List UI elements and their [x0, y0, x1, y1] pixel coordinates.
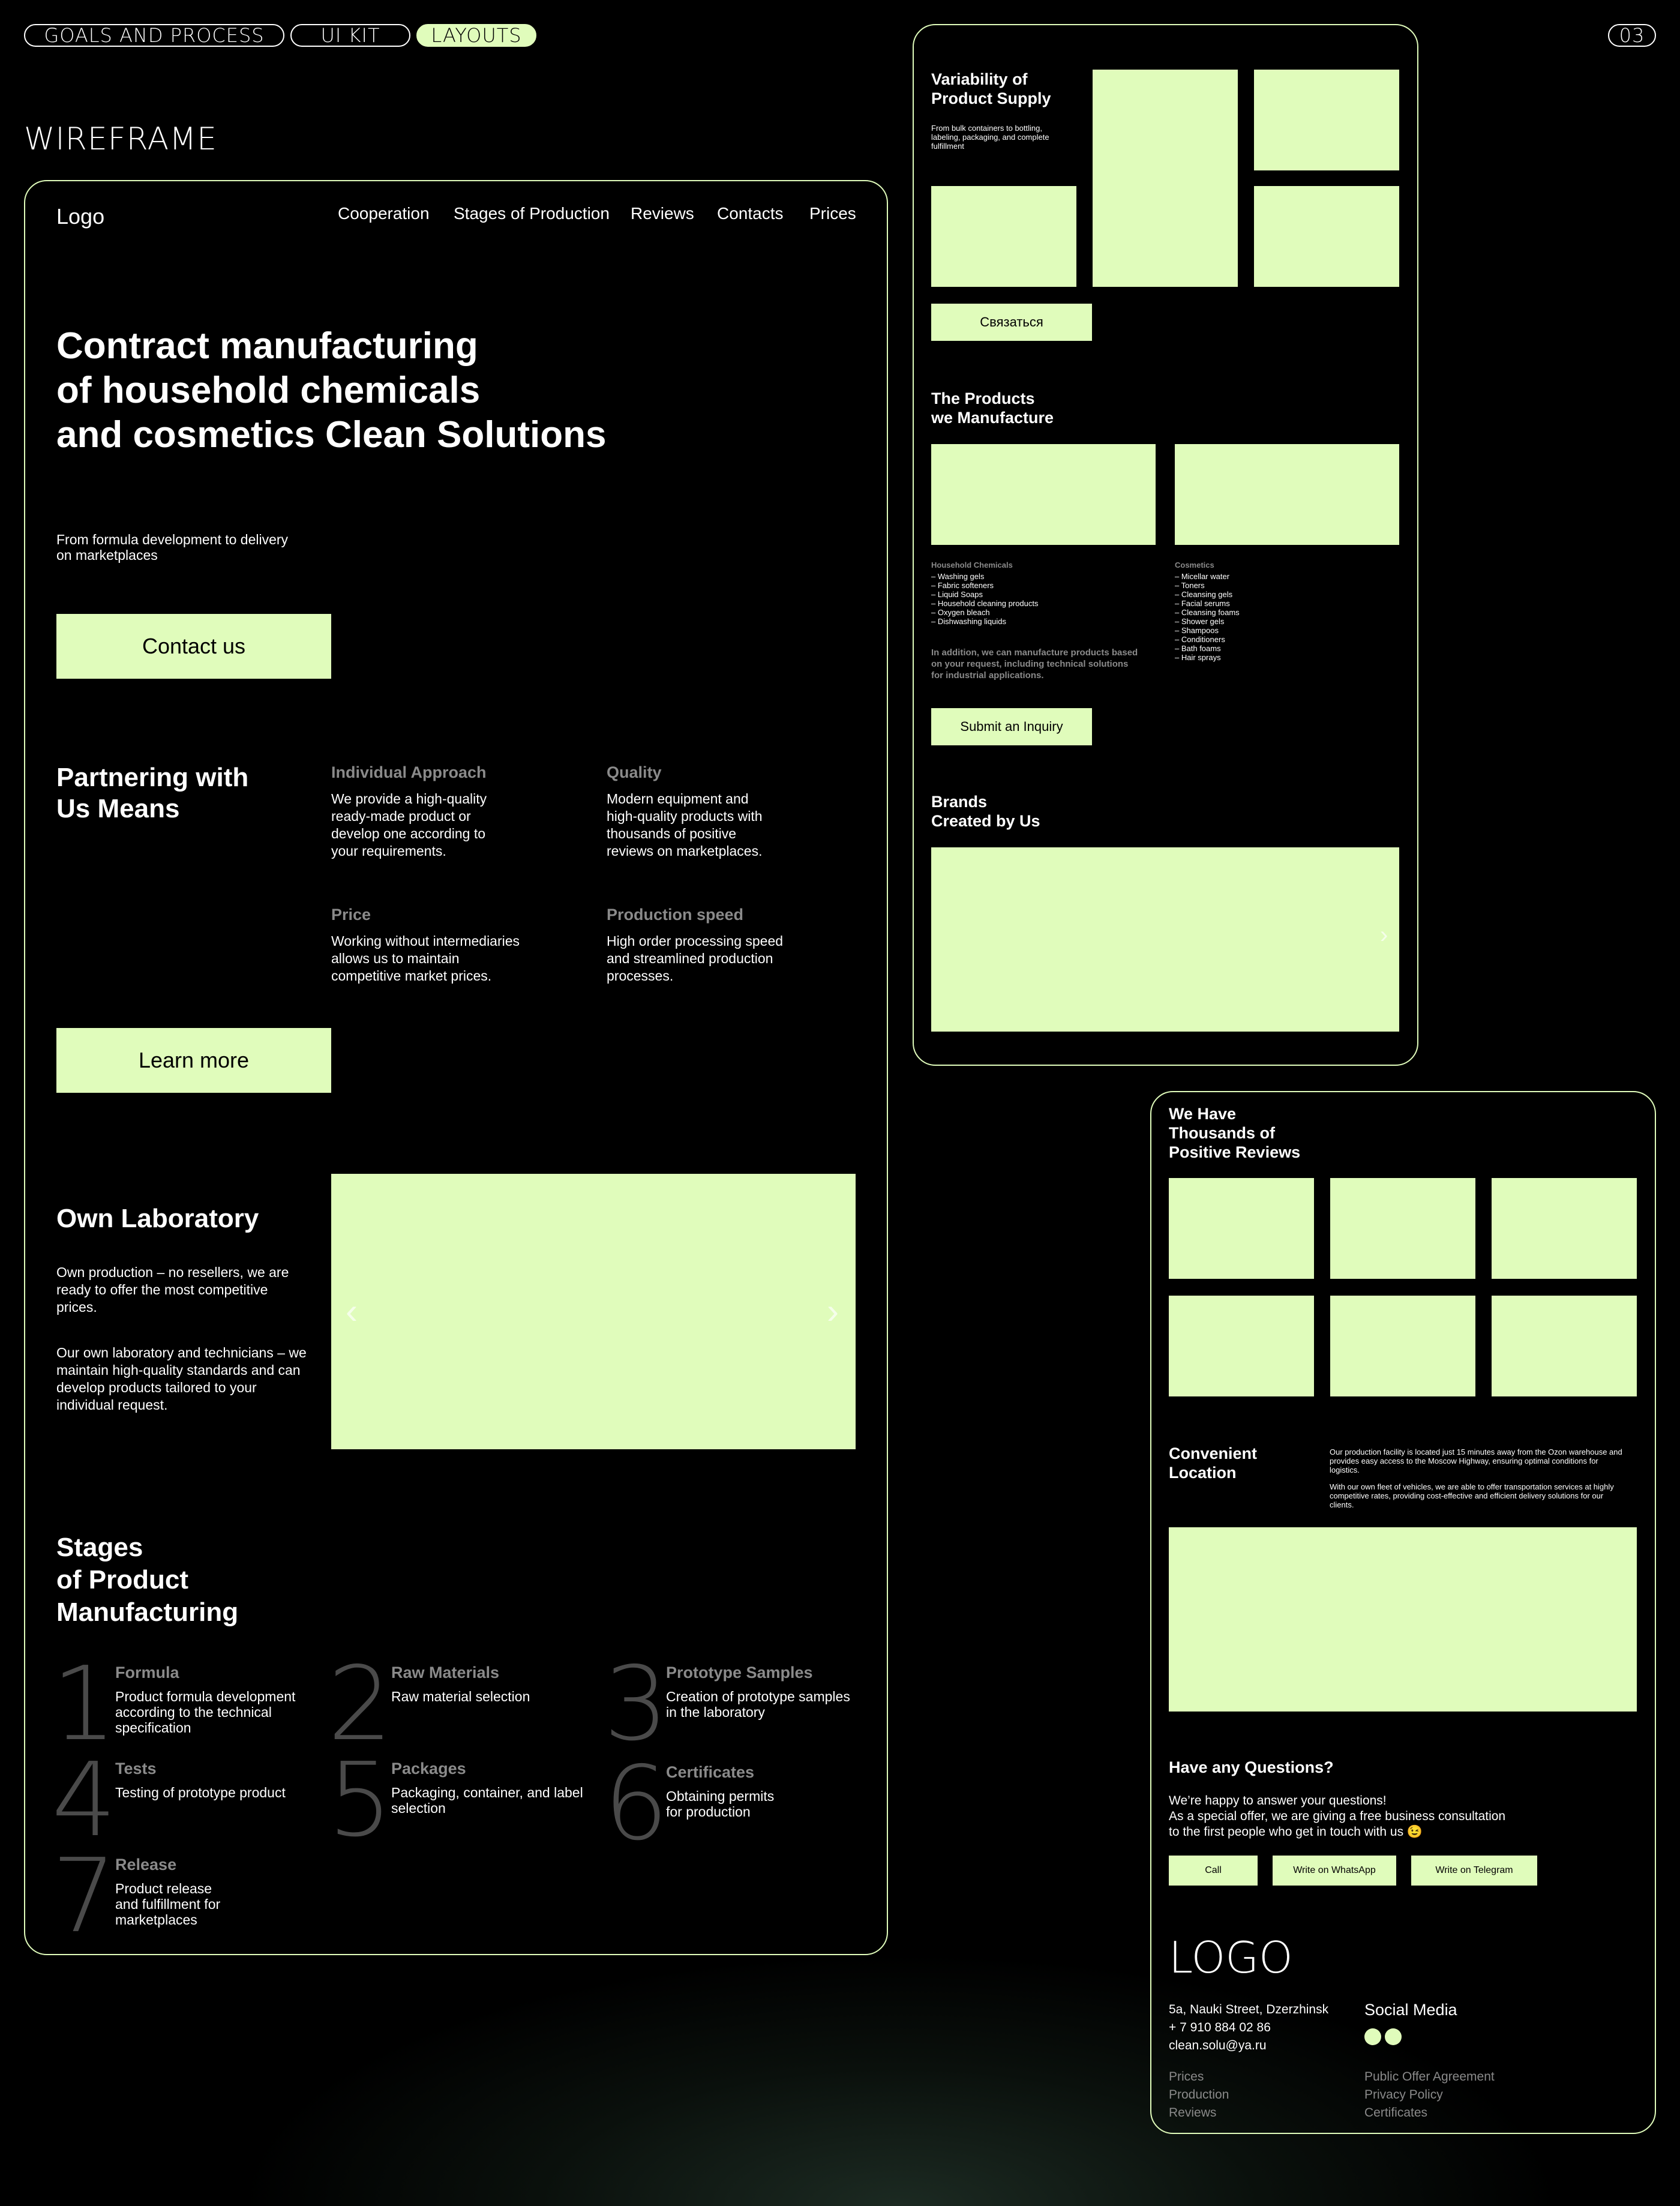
hero-subtitle: From formula development to delivery on marketplaces [56, 532, 289, 563]
stage-number: 4 [52, 1741, 117, 1860]
stage-number: 2 [328, 1645, 393, 1764]
location-paragraph-1: Our production facility is located just 15 minutes away from the Ozon warehouse and provides easy access to the Moscow Highway, ensuring optimal conditions for logistics. [1330, 1447, 1622, 1474]
footer-phone[interactable]: + 7 910 884 02 86 [1169, 2021, 1271, 2034]
location-title: Convenient Location [1169, 1444, 1258, 1482]
tab-layouts[interactable]: LAYOUTS [416, 24, 536, 47]
slider-prev-arrow-icon[interactable]: ‹ [346, 1291, 358, 1331]
stage-title: Packages [391, 1760, 466, 1778]
stage-title: Certificates [666, 1763, 755, 1781]
whatsapp-button[interactable]: Write on WhatsApp [1273, 1856, 1396, 1886]
footer-links-left [1169, 2068, 1229, 2122]
laboratory-title: Own Laboratory [56, 1204, 259, 1233]
brands-slider [931, 847, 1399, 1032]
household-chemicals-image [931, 444, 1156, 545]
footer-email[interactable]: clean.solu@ya.ru [1169, 2039, 1267, 2052]
household-chemicals-list: Household Chemicals – Washing gels – Fabric softeners – Liquid Soaps – Household cleaning products – Oxygen bleach – Dishwashing liquids [931, 561, 1039, 626]
stage-description: Testing of prototype product [115, 1785, 286, 1800]
stage-description: Product release and fulfillment for marketplaces [115, 1881, 221, 1928]
benefit-production-speed: Production speed High order processing speed and streamlined production processes. [607, 906, 784, 984]
footer-link-privacy-policy[interactable]: Privacy Policy [1364, 2088, 1443, 2102]
stage-number: 5 [328, 1741, 393, 1860]
review-card [1169, 1178, 1314, 1279]
footer-link-prices[interactable]: Prices [1169, 2070, 1204, 2084]
logo[interactable]: Logo [56, 204, 105, 229]
learn-more-button[interactable]: Learn more [56, 1028, 331, 1093]
tab-ui-kit[interactable]: UI KIT [290, 24, 410, 47]
reviews-title: We Have Thousands of Positive Reviews [1169, 1105, 1301, 1161]
telegram-button[interactable]: Write on Telegram [1411, 1856, 1537, 1886]
review-card [1169, 1296, 1314, 1396]
stage-description: Obtaining permits for production [666, 1788, 775, 1820]
stage-number: 7 [52, 1837, 117, 1956]
benefit-quality: Quality Modern equipment and high-quality products with thousands of positive reviews on marketplaces. [607, 763, 763, 859]
social-icon[interactable] [1385, 2028, 1402, 2045]
questions-title: Have any Questions? [1169, 1758, 1334, 1776]
review-card [1330, 1296, 1475, 1396]
section-title: WIREFRAME [24, 121, 217, 157]
stage-description: Packaging, container, and label selection [391, 1785, 583, 1816]
stage-description: Creation of prototype samples in the laboratory [666, 1689, 850, 1720]
laboratory-paragraph-2: Our own laboratory and technicians – we maintain high-quality standards and can develop products tailored to your individual request. [56, 1345, 307, 1413]
social-media-title: Social Media [1364, 2001, 1457, 2019]
stage-number: 1 [52, 1645, 117, 1764]
nav-contacts[interactable]: Contacts [717, 204, 784, 223]
benefit-individual-approach: Individual Approach We provide a high-quality ready-made product or develop one according to your requirements. [331, 763, 487, 859]
footer-link-public-offer[interactable]: Public Offer Agreement [1364, 2070, 1495, 2084]
footer-links-right [1364, 2068, 1495, 2122]
stage-number: 6 [604, 1745, 669, 1863]
laboratory-image-slider [331, 1174, 856, 1449]
location-map [1169, 1527, 1637, 1712]
nav-reviews[interactable]: Reviews [631, 204, 694, 223]
page-number: 03 [1608, 24, 1656, 47]
footer-logo[interactable]: LOGO [1169, 1932, 1293, 1983]
tab-goals-and-process[interactable]: GOALS AND PROCESS [24, 24, 284, 47]
laboratory-paragraph-1: Own production – no resellers, we are ready to offer the most competitive prices. [56, 1264, 289, 1315]
contact-button[interactable]: Связаться [931, 304, 1092, 341]
slider-next-arrow-icon[interactable]: › [827, 1291, 839, 1331]
nav-cooperation[interactable]: Cooperation [338, 204, 430, 223]
variability-title: Variability of Product Supply [931, 70, 1051, 107]
review-card [1492, 1178, 1637, 1279]
location-paragraph-2: With our own fleet of vehicles, we are able to offer transportation services at highly competitive rates, providing cost-effective and efficient delivery solutions for our clients. [1330, 1482, 1614, 1509]
footer-link-certificates[interactable]: Certificates [1364, 2106, 1428, 2120]
variability-description: From bulk containers to bottling, labeling, packaging, and complete fulfillment [931, 124, 1049, 151]
products-note: In addition, we can manufacture products based on your request, including technical solutions for industrial applications. [931, 648, 1138, 681]
partnering-title: Partnering with Us Means [56, 763, 249, 823]
supply-image [1254, 70, 1399, 170]
questions-text: We’re happy to answer your questions! As a special offer, we are giving a free business consultation to the first people who get in touch with us 😉 [1169, 1794, 1506, 1839]
hero-title: Contract manufacturing of household chemicals and cosmetics Clean Solutions [56, 325, 607, 455]
review-card [1492, 1296, 1637, 1396]
footer-address: 5a, Nauki Street, Dzerzhinsk [1169, 2003, 1329, 2016]
nav-prices[interactable]: Prices [809, 204, 856, 223]
stage-description: Product formula development according to the technical specification [115, 1689, 296, 1736]
cosmetics-image [1175, 444, 1399, 545]
stage-title: Raw Materials [391, 1664, 500, 1682]
supply-image [931, 186, 1076, 287]
brands-next-arrow-icon[interactable]: › [1380, 922, 1388, 948]
benefit-price: Price Working without intermediaries allows us to maintain competitive market prices. [331, 906, 520, 984]
social-icon[interactable] [1364, 2028, 1381, 2045]
supply-image-tall [1093, 70, 1238, 287]
supply-image [1254, 186, 1399, 287]
cosmetics-list: Cosmetics – Micellar water – Toners – Cleansing gels – Facial serums – Cleansing foams – Shower gels – Shampoos – Conditioners – Bath foams – Hair sprays [1175, 561, 1240, 662]
stage-description: Raw material selection [391, 1689, 530, 1704]
stage-title: Tests [115, 1760, 157, 1778]
call-button[interactable]: Call [1169, 1856, 1258, 1886]
footer-link-production[interactable]: Production [1169, 2088, 1229, 2102]
stages-title: Stages of Product Manufacturing [56, 1533, 239, 1627]
stage-title: Formula [115, 1664, 179, 1682]
stage-number: 3 [604, 1645, 669, 1764]
contact-us-button[interactable]: Contact us [56, 614, 331, 679]
products-title: The Products we Manufacture [931, 389, 1054, 427]
submit-inquiry-button[interactable]: Submit an Inquiry [931, 708, 1092, 745]
footer-contacts [1169, 2001, 1328, 2055]
footer-link-reviews[interactable]: Reviews [1169, 2106, 1217, 2120]
nav-stages-of-production[interactable]: Stages of Production [454, 204, 610, 223]
brands-title: Brands Created by Us [931, 793, 1040, 830]
review-card [1330, 1178, 1475, 1279]
stage-title: Prototype Samples [666, 1664, 813, 1682]
stage-title: Release [115, 1856, 177, 1874]
